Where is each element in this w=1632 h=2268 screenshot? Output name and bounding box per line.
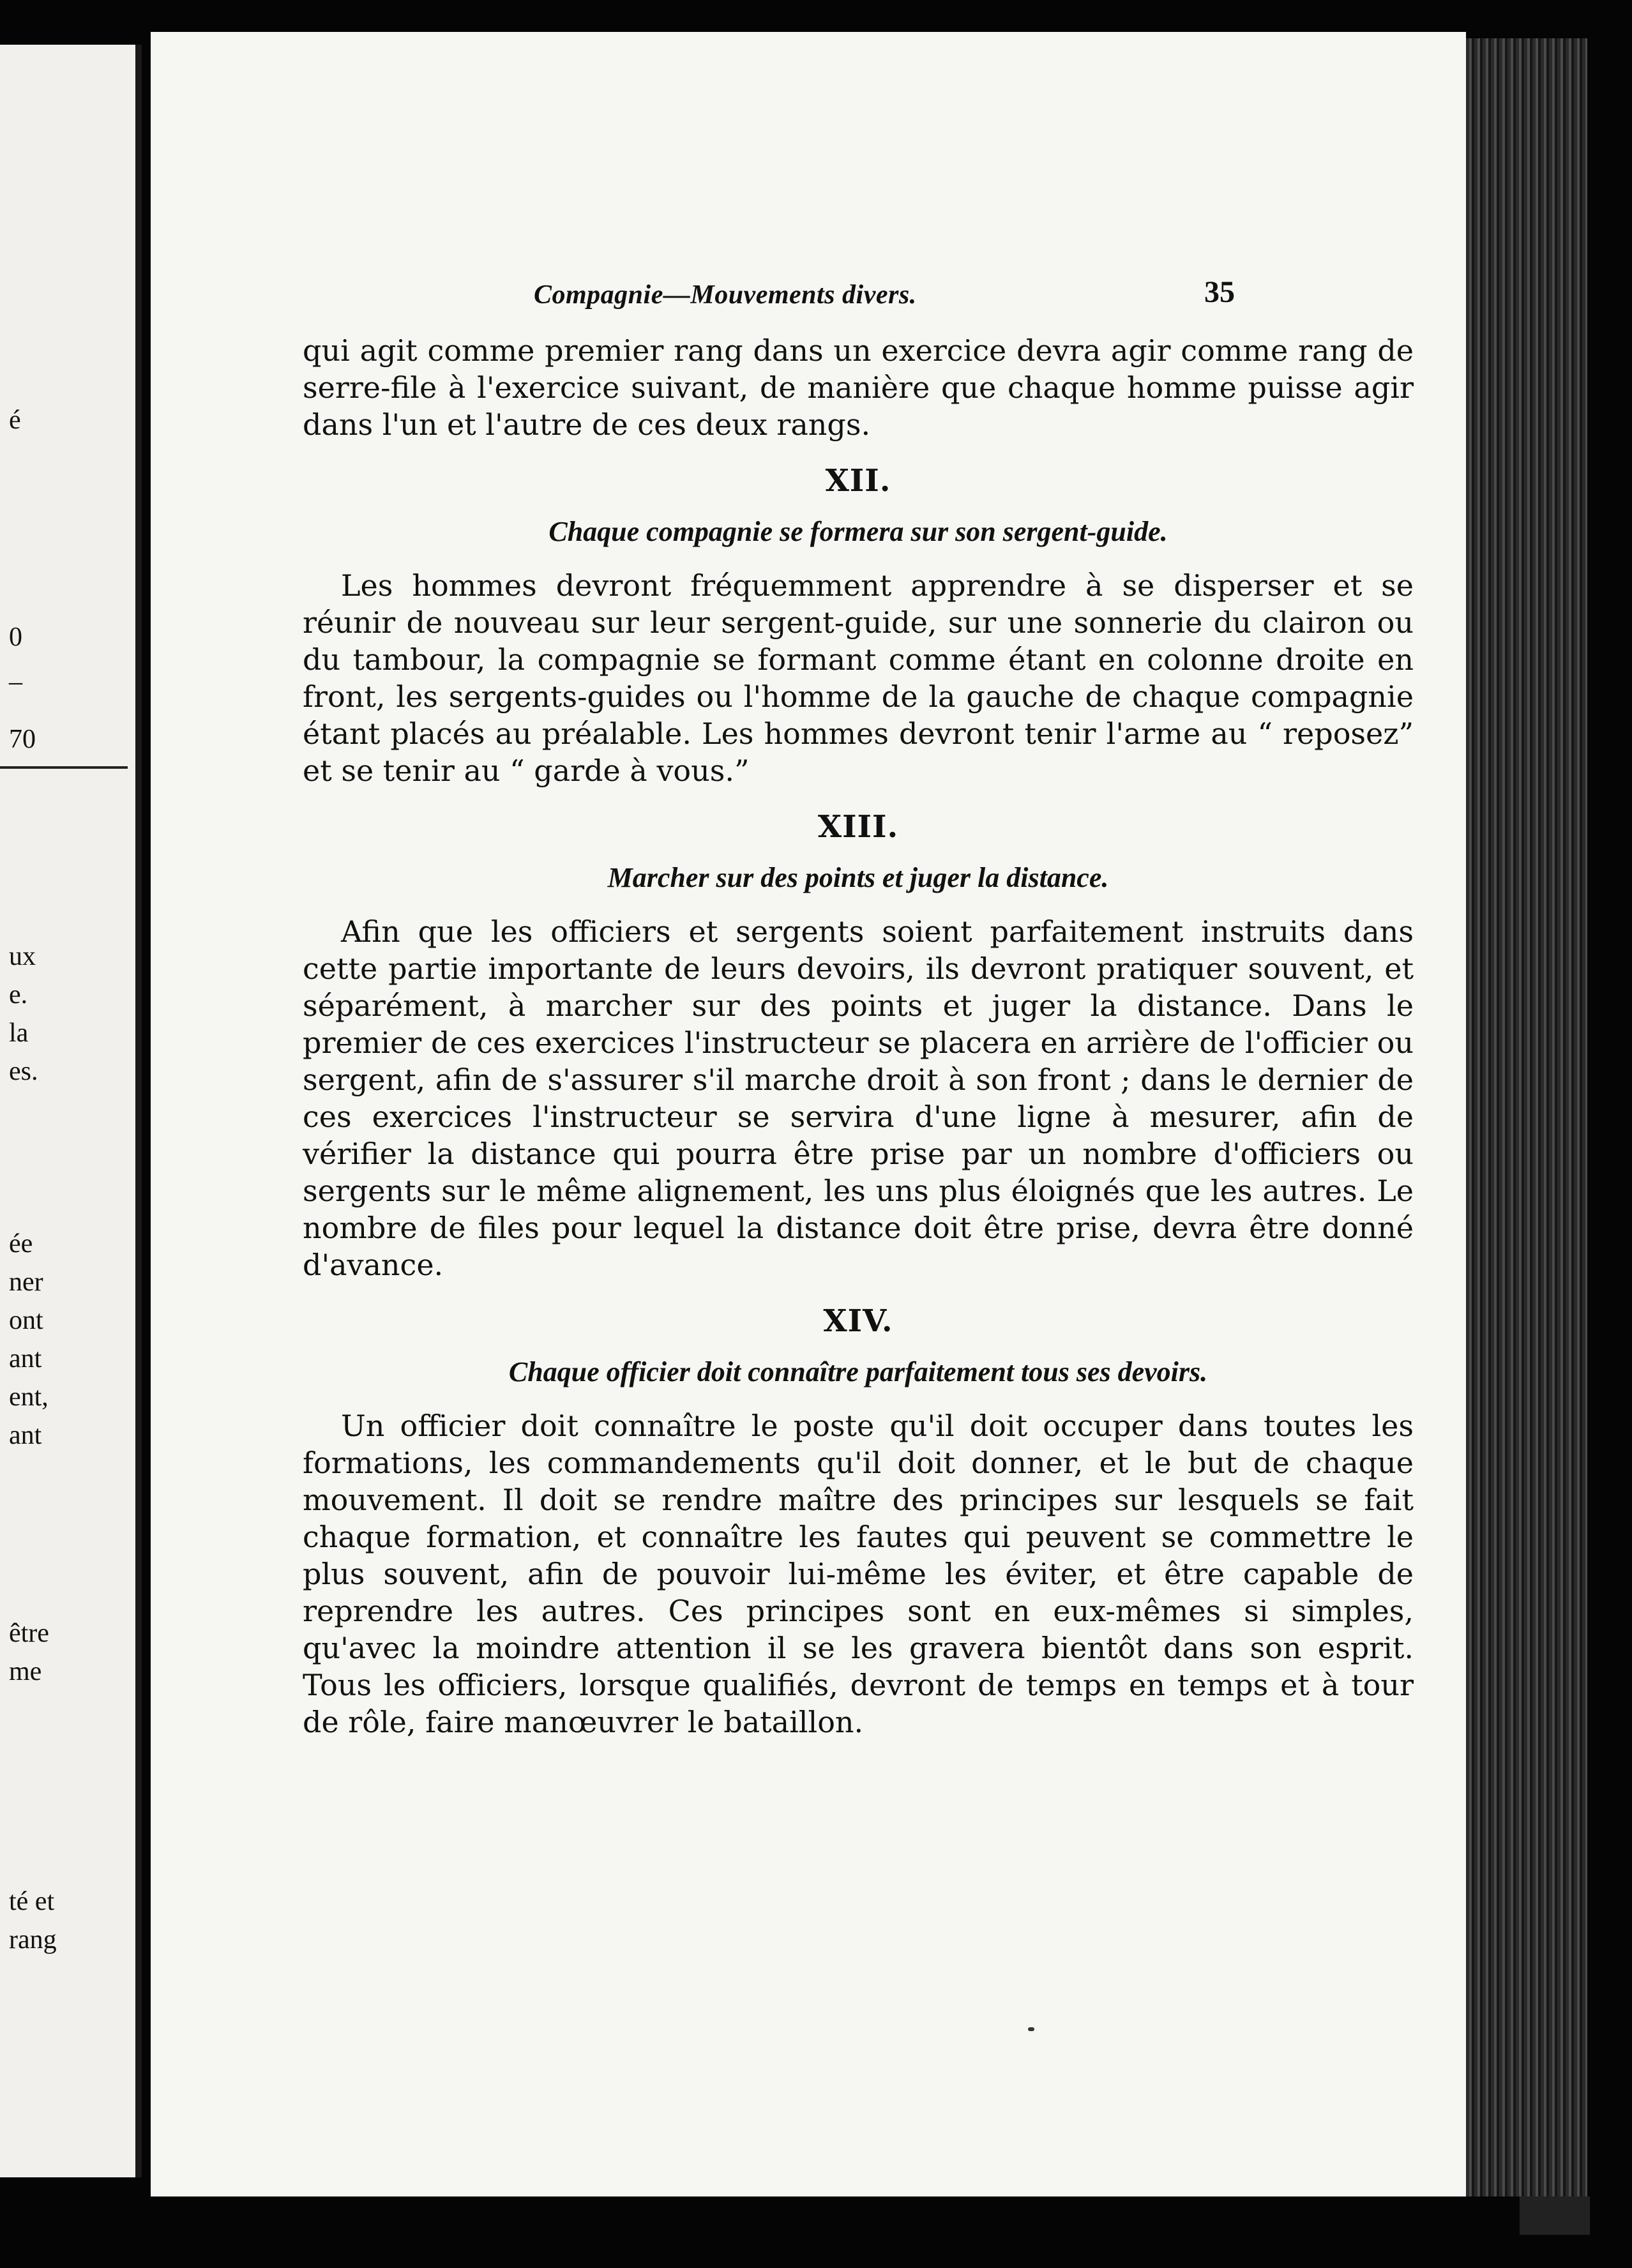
left-page-fragment bbox=[0, 45, 142, 2177]
left-fragment: 0 bbox=[9, 623, 22, 652]
left-fragment: ent, bbox=[9, 1382, 49, 1412]
section-title: Chaque officier doit connaître parfaitement tous ses devoirs. bbox=[508, 1356, 1208, 1387]
section-title: Marcher sur des points et juger la distance. bbox=[607, 862, 1109, 893]
left-rule bbox=[0, 766, 128, 769]
left-fragment: rang bbox=[9, 1925, 57, 1954]
left-fragment: être bbox=[9, 1619, 49, 1648]
book-page bbox=[151, 32, 1466, 2196]
left-fragment: ont bbox=[9, 1306, 43, 1335]
left-fragment: ant bbox=[9, 1421, 42, 1450]
left-fragment: ner bbox=[9, 1267, 43, 1297]
section-paragraph: Les hommes devront fréquemment apprendre à se disperser et se réunir de nouveau sur leur sergent-guide, sur une sonnerie du clairon ou du tambour, la compagnie se formant comme étant en colonne droite en front, les sergents-guides ou l'homme de la gauche de chaque compagnie étant placés au préalable. Les hommes devront tenir l'arme au “ reposez” et se tenir au “ garde à vous.” bbox=[303, 568, 1414, 788]
left-fragment: la bbox=[9, 1018, 29, 1048]
left-fragment: e. bbox=[9, 980, 28, 1009]
page-number: 35 bbox=[1204, 275, 1235, 309]
section-title: Chaque compagnie se formera sur son sergent-guide. bbox=[548, 516, 1168, 547]
left-fragment: ant bbox=[9, 1344, 42, 1373]
page-edge-stack bbox=[1466, 38, 1587, 2196]
page-edge-tail bbox=[1520, 2196, 1590, 2235]
left-fragment: 70 bbox=[9, 725, 36, 754]
page-header bbox=[151, 275, 1466, 324]
page-body bbox=[303, 332, 1414, 1741]
left-fragment: ée bbox=[9, 1229, 33, 1259]
intro-paragraph: qui agit comme premier rang dans un exercice devra agir comme rang de serre-file à l'exercice suivant, de manière que chaque homme puisse agir dans l'un et l'autre de ces deux rangs. bbox=[303, 333, 1414, 442]
section-number: XIII. bbox=[817, 809, 899, 845]
section-number: XII. bbox=[825, 463, 891, 499]
left-fragment: ux bbox=[9, 942, 36, 971]
left-fragment: é bbox=[9, 405, 21, 435]
running-head: Compagnie—Mouvements divers. bbox=[534, 280, 917, 310]
section-paragraph: Un officier doit connaître le poste qu'il doit occuper dans toutes les formations, les commandements qu'il doit donner, et le but de chaque mouvement. Il doit se rendre maître des principes sur lesquels se fait chaque formation, et connaître les fautes qui peuvent se commettre le plus souvent, afin de pouvoir lui-même les éviter, et être capable de reprendre les autres. Ces principes sont en eux-mêmes si simples, qu'avec la moindre attention il se les gravera bientôt dans son esprit. Tous les officiers, lorsque qualifiés, devront de temps en temps et à tour de rôle, faire manœuvrer le bataillon. bbox=[303, 1409, 1414, 1739]
ink-speck bbox=[1028, 2027, 1034, 2031]
left-fragment: es. bbox=[9, 1057, 38, 1086]
left-fragment: – bbox=[9, 667, 22, 697]
section-paragraph: Afin que les officiers et sergents soient parfaitement instruits dans cette partie importante de leurs devoirs, ils devront pratiquer souvent, et séparément, à marcher sur des points et juger la distance. Dans le premier de ces exercices l'instructeur se placera en arrière de l'officier ou sergent, afin de s'assurer s'il marche droit à son front ; dans le dernier de ces exercices l'instructeur se servira d'une ligne à mesurer, afin de vérifier la distance qui pourra être prise par un nombre d'officiers ou sergents sur le même alignement, les uns plus éloignés que les autres. Le nombre de files pour lequel la distance doit être prise, devra être donné d'avance. bbox=[303, 914, 1414, 1282]
section-number: XIV. bbox=[823, 1303, 893, 1339]
left-fragment: me bbox=[9, 1657, 42, 1686]
left-fragment: té et bbox=[9, 1887, 55, 1916]
